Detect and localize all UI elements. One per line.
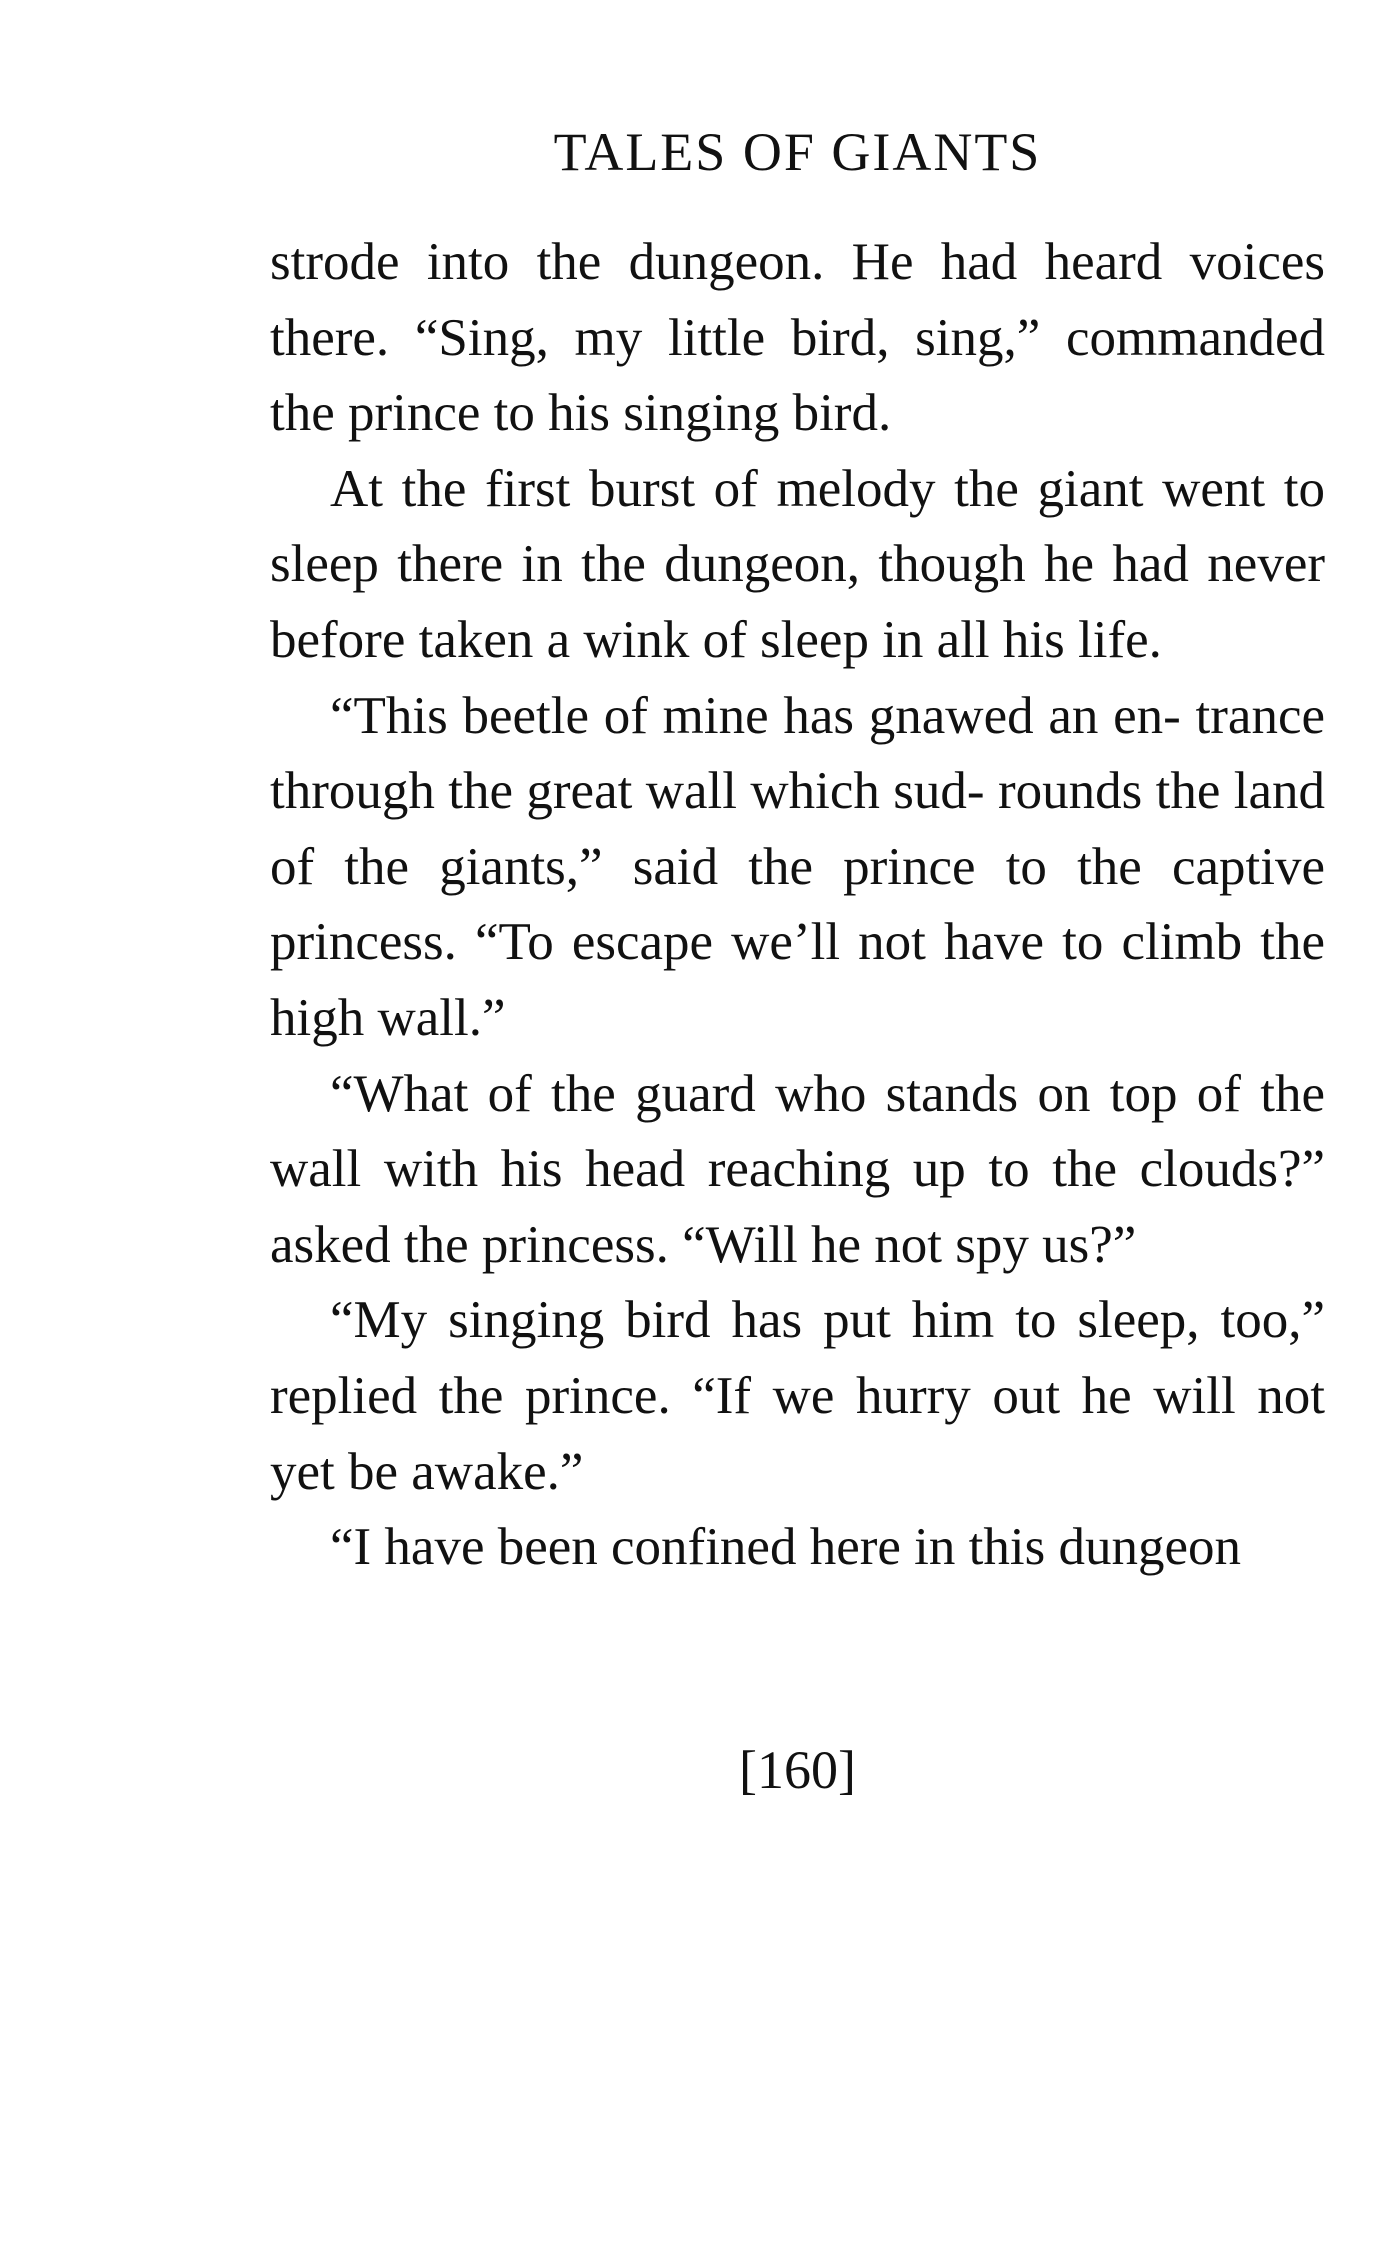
page-number: [160] (739, 1740, 856, 1800)
paragraph: strode into the dungeon. He had heard voices there. “Sing, my little bird, sing,” commanded the prince to his singing bird. (270, 233, 1325, 443)
paragraph: “My singing bird has put him to sleep, too,” replied the prince. “If we hurry out he will not yet be awake.” (270, 1291, 1325, 1501)
running-head: TALES OF GIANTS (553, 122, 1042, 182)
paragraph: At the first burst of melody the giant went to sleep there in the dungeon, though he had never before taken a wink of sleep in all his life. (270, 459, 1325, 669)
paragraph: “This beetle of mine has gnawed an en- trance through the great wall which sud- rounds the land of the giants,” said the prince to the captive princess. “To escape we’ll not have to climb the high wall.” (270, 686, 1325, 1047)
paragraph: “I have been confined here in this dungeon (330, 1518, 1241, 1577)
paragraph: “What of the guard who stands on top of the wall with his head reaching up to the clouds?” asked the princess. “Will he not spy us?” (270, 1064, 1325, 1274)
body-text (270, 225, 1325, 1586)
